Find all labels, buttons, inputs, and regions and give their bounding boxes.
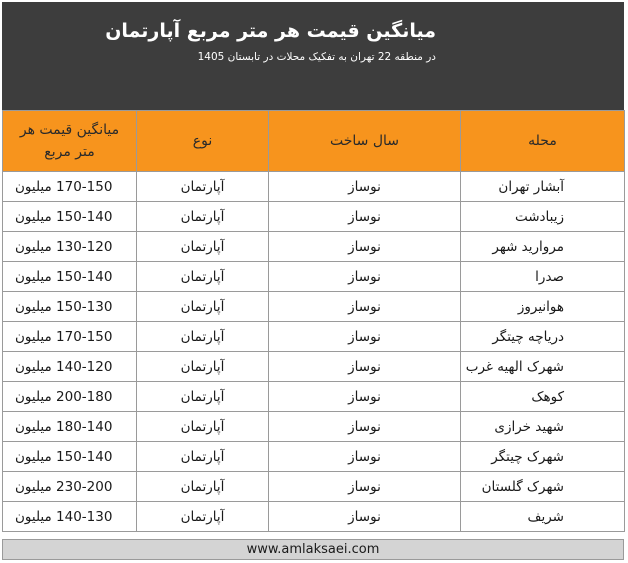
price-cell: 170-150 میلیون <box>3 172 137 202</box>
table-row <box>3 232 625 262</box>
area-cell: دریاچه چیتگر <box>461 322 625 352</box>
price-cell: 150-140 میلیون <box>3 442 137 472</box>
table-row <box>3 442 625 472</box>
type-cell: آپارتمان <box>137 382 269 412</box>
type-cell: آپارتمان <box>137 352 269 382</box>
build-year-cell: نوساز <box>269 292 461 322</box>
column-header-area: محله <box>461 111 625 172</box>
type-cell: آپارتمان <box>137 202 269 232</box>
build-year-cell: نوساز <box>269 382 461 412</box>
table-header-row <box>3 111 625 172</box>
area-cell: هوانیروز <box>461 292 625 322</box>
table-row <box>3 412 625 442</box>
area-cell: آبشار تهران <box>461 172 625 202</box>
column-header-build-year: سال ساخت <box>269 111 461 172</box>
build-year-cell: نوساز <box>269 352 461 382</box>
price-cell: 200-180 میلیون <box>3 382 137 412</box>
build-year-cell: نوساز <box>269 442 461 472</box>
price-cell: 180-140 میلیون <box>3 412 137 442</box>
table-row <box>3 172 625 202</box>
build-year-cell: نوساز <box>269 502 461 532</box>
build-year-cell: نوساز <box>269 202 461 232</box>
price-cell: 130-120 میلیون <box>3 232 137 262</box>
column-header-price: میانگین قیمت هر متر مربع <box>3 111 137 172</box>
page-subtitle: در منطقه 22 تهران به تفکیک محلات در تابستان 1405 <box>197 51 436 63</box>
table-row <box>3 262 625 292</box>
build-year-cell: نوساز <box>269 412 461 442</box>
type-cell: آپارتمان <box>137 472 269 502</box>
price-cell: 150-130 میلیون <box>3 292 137 322</box>
area-cell: صدرا <box>461 262 625 292</box>
table-row <box>3 322 625 352</box>
area-cell: شهرک الهیه غرب <box>461 352 625 382</box>
area-cell: شریف <box>461 502 625 532</box>
build-year-cell: نوساز <box>269 322 461 352</box>
column-header-type: نوع <box>137 111 269 172</box>
price-cell: 140-120 میلیون <box>3 352 137 382</box>
area-cell: شهید خرازی <box>461 412 625 442</box>
price-cell: 230-200 میلیون <box>3 472 137 502</box>
type-cell: آپارتمان <box>137 442 269 472</box>
build-year-cell: نوساز <box>269 472 461 502</box>
page-title: میانگین قیمت هر متر مربع آپارتمان <box>105 20 436 42</box>
type-cell: آپارتمان <box>137 172 269 202</box>
table-row <box>3 202 625 232</box>
type-cell: آپارتمان <box>137 412 269 442</box>
build-year-cell: نوساز <box>269 262 461 292</box>
footer-website: www.amlaksaei.com <box>2 539 624 560</box>
type-cell: آپارتمان <box>137 292 269 322</box>
price-cell: 170-150 میلیون <box>3 322 137 352</box>
price-table-card <box>2 2 624 560</box>
table-row <box>3 382 625 412</box>
area-cell: زیبادشت <box>461 202 625 232</box>
table-row <box>3 502 625 532</box>
area-cell: شهرک چیتگر <box>461 442 625 472</box>
area-cell: کوهک <box>461 382 625 412</box>
type-cell: آپارتمان <box>137 322 269 352</box>
table-body <box>3 172 625 532</box>
area-cell: شهرک گلستان <box>461 472 625 502</box>
type-cell: آپارتمان <box>137 262 269 292</box>
price-cell: 150-140 میلیون <box>3 262 137 292</box>
price-cell: 140-130 میلیون <box>3 502 137 532</box>
type-cell: آپارتمان <box>137 232 269 262</box>
area-cell: مروارید شهر <box>461 232 625 262</box>
type-cell: آپارتمان <box>137 502 269 532</box>
price-cell: 150-140 میلیون <box>3 202 137 232</box>
build-year-cell: نوساز <box>269 232 461 262</box>
table-row <box>3 352 625 382</box>
table-row <box>3 292 625 322</box>
title-banner <box>2 2 624 110</box>
table-row <box>3 472 625 502</box>
price-table <box>2 110 625 532</box>
build-year-cell: نوساز <box>269 172 461 202</box>
